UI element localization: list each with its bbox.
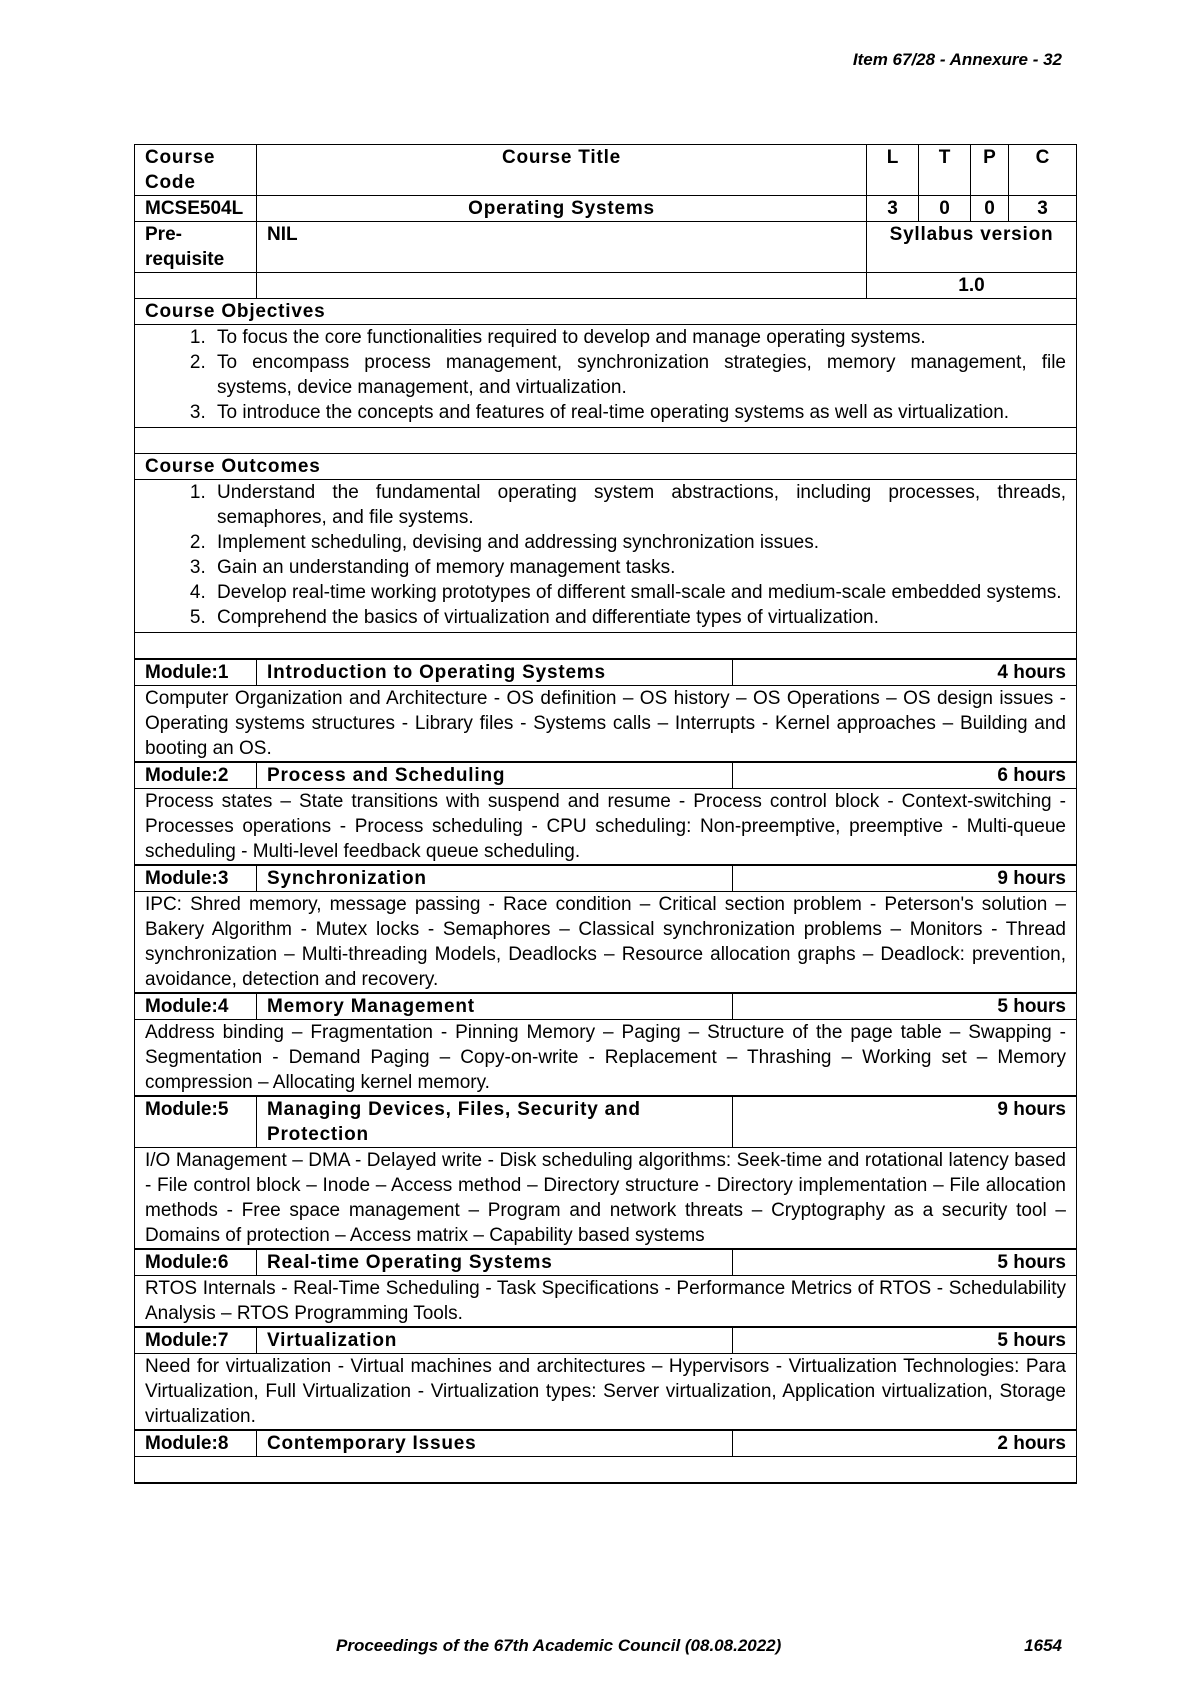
module-title: Managing Devices, Files, Security and Protection xyxy=(257,1096,733,1148)
module-title: Memory Management xyxy=(257,993,733,1020)
module-number: Module:8 xyxy=(135,1430,257,1457)
outcome-item: 2. Implement scheduling, devising and addressing synchronization issues. xyxy=(211,530,1066,555)
module-content-row xyxy=(135,1148,1077,1250)
spacer-row xyxy=(135,633,1077,660)
objectives-list-row xyxy=(135,325,1077,428)
credits-label: C xyxy=(1009,145,1077,196)
syllabus-table xyxy=(134,144,1077,1484)
outcomes-list-row xyxy=(135,480,1077,633)
module-title: Virtualization xyxy=(257,1327,733,1354)
outcomes-heading-row xyxy=(135,454,1077,480)
outcome-item: 3. Gain an understanding of memory management tasks. xyxy=(211,555,1066,580)
module-content-row xyxy=(135,892,1077,994)
course-code-label: Course Code xyxy=(135,145,257,196)
course-objectives-list xyxy=(145,325,1066,425)
module-content: Process states – State transitions with suspend and resume - Process control block - Context-switching - Processes operations - Process scheduling - CPU scheduling: Non-preemptive, preemptive - Multi-queue scheduling - Multi-level feedback queue scheduling. xyxy=(135,789,1077,866)
module-number: Module:3 xyxy=(135,865,257,892)
module-title: Contemporary Issues xyxy=(257,1430,733,1457)
course-outcomes-heading: Course Outcomes xyxy=(135,454,1077,480)
module-hours: 5 hours xyxy=(733,1327,1077,1354)
course-objectives-heading: Course Objectives xyxy=(135,299,1077,325)
module-header-row xyxy=(135,1096,1077,1148)
module-header-row xyxy=(135,762,1077,789)
module-content: Address binding – Fragmentation - Pinning Memory – Paging – Structure of the page table – Swapping - Segmentation - Demand Paging – Copy-on-write - Replacement – Thrashing – Working set – Memory compression – Allocating kernel memory. xyxy=(135,1020,1077,1097)
prerequisite-label: Pre-requisite xyxy=(135,222,257,273)
objective-item: 3. To introduce the concepts and features of real-time operating systems as well as virtualization. xyxy=(211,400,1066,425)
syllabus-version-row xyxy=(135,273,1077,299)
module-hours: 6 hours xyxy=(733,762,1077,789)
module-title: Introduction to Operating Systems xyxy=(257,659,733,686)
module-content-row xyxy=(135,1354,1077,1431)
module-content-row xyxy=(135,1276,1077,1328)
module-content-row xyxy=(135,789,1077,866)
proceedings-footer: Proceedings of the 67th Academic Council (08.08.2022) xyxy=(336,1636,782,1655)
lecture-label: L xyxy=(867,145,919,196)
outcome-item: 4. Develop real-time working prototypes of different small-scale and medium-scale embedded systems. xyxy=(211,580,1066,605)
module-title: Process and Scheduling xyxy=(257,762,733,789)
module-content: Computer Organization and Architecture - OS definition – OS history – OS Operations – OS design issues - Operating systems structures - Library files - Systems calls – Interrupts - Kernel approaches – Building and booting an OS. xyxy=(135,686,1077,763)
module-content xyxy=(135,1457,1077,1484)
module-number: Module:1 xyxy=(135,659,257,686)
module-hours: 5 hours xyxy=(733,993,1077,1020)
module-content: I/O Management – DMA - Delayed write - Disk scheduling algorithms: Seek-time and rotational latency based - File control block – Inode – Access method – Directory structure - Directory implementation – File allocation methods - Free space management – Program and network threats – Cryptography as a security tool – Domains of protection – Access matrix – Capability based systems xyxy=(135,1148,1077,1250)
objective-item: 1. To focus the core functionalities required to develop and manage operating systems. xyxy=(211,325,1066,350)
objectives-heading-row xyxy=(135,299,1077,325)
course-header-row xyxy=(135,145,1077,196)
module-title: Real-time Operating Systems xyxy=(257,1249,733,1276)
module-content-row xyxy=(135,1020,1077,1097)
module-header-row xyxy=(135,993,1077,1020)
module-number: Module:5 xyxy=(135,1096,257,1148)
course-info-row xyxy=(135,196,1077,222)
module-content: Need for virtualization - Virtual machines and architectures – Hypervisors - Virtualization Technologies: Para Virtualization, Full Virtualization - Virtualization types: Server virtualization, Application virtualization, Storage virtualization. xyxy=(135,1354,1077,1431)
module-title: Synchronization xyxy=(257,865,733,892)
spacer-row xyxy=(135,428,1077,454)
module-content-row xyxy=(135,1457,1077,1484)
module-number: Module:4 xyxy=(135,993,257,1020)
module-hours: 2 hours xyxy=(733,1430,1077,1457)
module-content: IPC: Shred memory, message passing - Race condition – Critical section problem - Peterson's solution – Bakery Algorithm - Mutex locks - Semaphores – Classical synchronization problems – Monitors - Thread synchronization – Multi-threading Models, Deadlocks – Resource allocation graphs – Deadlock: prevention, avoidance, detection and recovery. xyxy=(135,892,1077,994)
module-header-row xyxy=(135,1430,1077,1457)
practical-hours: 0 xyxy=(971,196,1009,222)
syllabus-version-label: Syllabus version xyxy=(867,222,1077,273)
prerequisite-row xyxy=(135,222,1077,273)
module-header-row xyxy=(135,865,1077,892)
prerequisite-value: NIL xyxy=(257,222,867,273)
empty-cell xyxy=(135,273,257,299)
outcome-item: 5. Comprehend the basics of virtualization and differentiate types of virtualization. xyxy=(211,605,1066,630)
module-number: Module:2 xyxy=(135,762,257,789)
page-number: 1654 xyxy=(1024,1636,1062,1655)
tutorial-hours: 0 xyxy=(919,196,971,222)
module-hours: 9 hours xyxy=(733,865,1077,892)
practical-label: P xyxy=(971,145,1009,196)
module-hours: 9 hours xyxy=(733,1096,1077,1148)
module-hours: 4 hours xyxy=(733,659,1077,686)
outcome-item: 1. Understand the fundamental operating system abstractions, including processes, threads, semaphores, and file systems. xyxy=(211,480,1066,530)
syllabus-version: 1.0 xyxy=(867,273,1077,299)
module-content: RTOS Internals - Real-Time Scheduling - Task Specifications - Performance Metrics of RTOS - Schedulability Analysis – RTOS Programming Tools. xyxy=(135,1276,1077,1328)
course-code: MCSE504L xyxy=(135,196,257,222)
module-header-row xyxy=(135,659,1077,686)
module-header-row xyxy=(135,1327,1077,1354)
objective-item: 2. To encompass process management, synchronization strategies, memory management, file systems, device management, and virtualization. xyxy=(211,350,1066,400)
lecture-hours: 3 xyxy=(867,196,919,222)
module-content-row xyxy=(135,686,1077,763)
module-header-row xyxy=(135,1249,1077,1276)
module-number: Module:6 xyxy=(135,1249,257,1276)
course-title: Operating Systems xyxy=(257,196,867,222)
empty-cell xyxy=(257,273,867,299)
module-hours: 5 hours xyxy=(733,1249,1077,1276)
course-outcomes-list xyxy=(145,480,1066,630)
course-title-label: Course Title xyxy=(257,145,867,196)
tutorial-label: T xyxy=(919,145,971,196)
module-number: Module:7 xyxy=(135,1327,257,1354)
annexure-reference: Item 67/28 - Annexure - 32 xyxy=(852,50,1062,69)
credits: 3 xyxy=(1009,196,1077,222)
